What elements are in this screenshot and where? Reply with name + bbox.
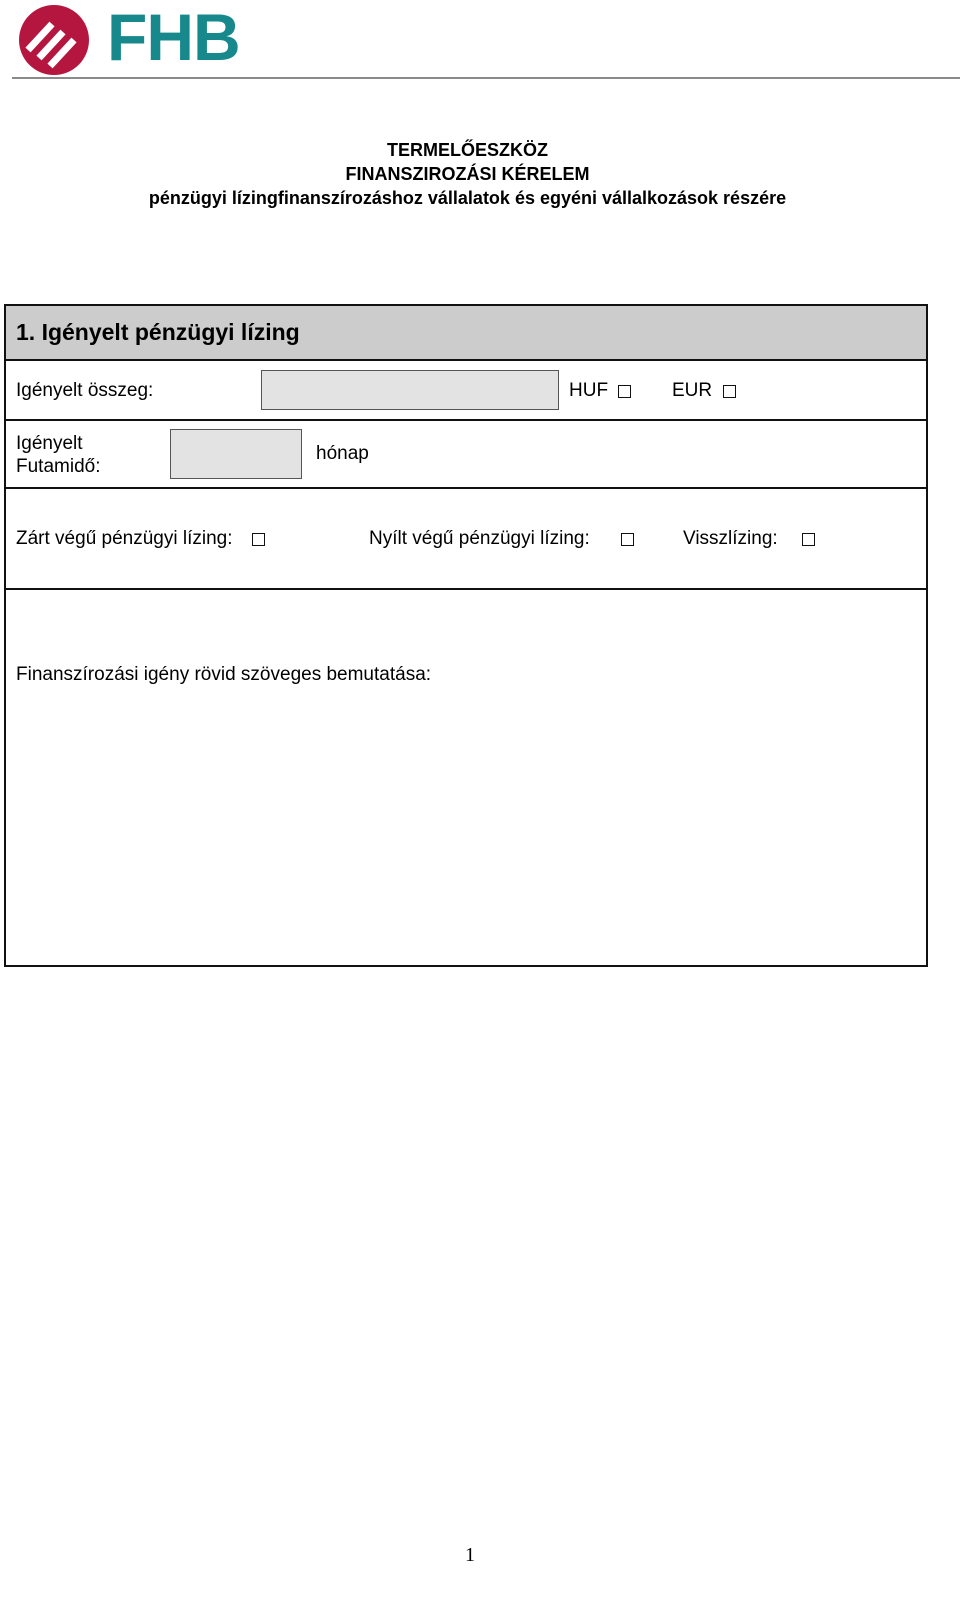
- section-heading: [6, 306, 926, 361]
- title-line-3: pénzügyi lízingfinanszírozáshoz vállalatok és egyéni vállalkozások részére: [148, 188, 787, 208]
- header: [0, 0, 960, 80]
- currency-eur-checkbox[interactable]: [723, 385, 736, 398]
- open-lease-checkbox[interactable]: [621, 533, 634, 546]
- term-input[interactable]: [170, 429, 302, 479]
- amount-label: Igényelt összeg:: [16, 380, 154, 401]
- amount-row: [6, 361, 926, 421]
- description-area[interactable]: [6, 590, 926, 965]
- page-number: 1: [465, 1544, 475, 1566]
- title-line-2: FINANSZIROZÁSI KÉRELEM: [345, 164, 590, 184]
- description-label: Finanszírozási igény rövid szöveges bemutatása:: [16, 664, 432, 685]
- leaseback-label: Visszlízing:: [683, 528, 778, 549]
- document-title: [0, 138, 935, 210]
- currency-huf-checkbox[interactable]: [618, 385, 631, 398]
- title-line-1: TERMELŐESZKÖZ: [387, 140, 548, 160]
- term-row: [6, 421, 926, 489]
- currency-eur-label: EUR: [672, 380, 713, 401]
- leasing-form-section: [4, 304, 928, 967]
- open-lease-label: Nyílt végű pénzügyi lízing:: [369, 528, 590, 549]
- closed-lease-checkbox[interactable]: [252, 533, 265, 546]
- leaseback-checkbox[interactable]: [802, 533, 815, 546]
- lease-type-row: [6, 489, 926, 590]
- fhb-logo-mark: [18, 4, 90, 76]
- section-heading-text: 1. Igényelt pénzügyi lízing: [16, 319, 300, 345]
- currency-huf-label: HUF: [569, 380, 609, 401]
- header-divider: [12, 77, 960, 79]
- term-label-line-2: Futamidő:: [16, 456, 101, 477]
- fhb-logo-text: FHB: [107, 0, 240, 74]
- term-unit-label: hónap: [316, 443, 369, 464]
- amount-input[interactable]: [261, 370, 559, 410]
- term-label-line-1: Igényelt: [16, 433, 83, 454]
- closed-lease-label: Zárt végű pénzügyi lízing:: [16, 528, 233, 549]
